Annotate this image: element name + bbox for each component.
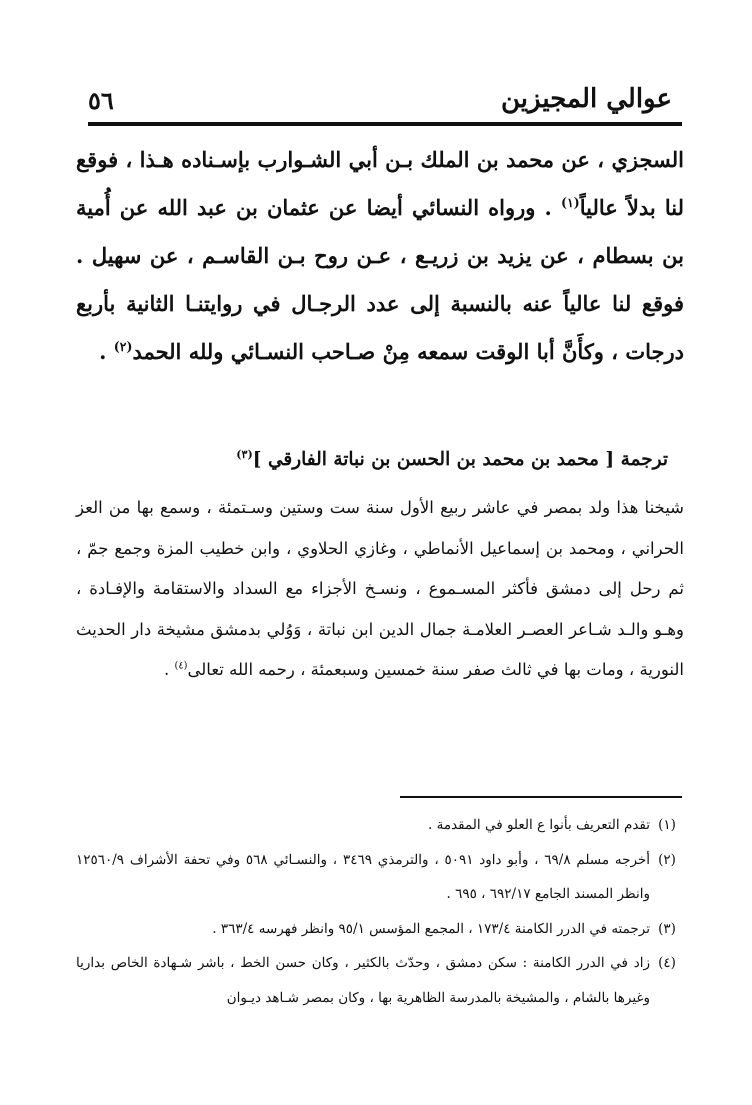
paragraph-text-end: .	[99, 339, 114, 364]
footnote-number: (١)	[658, 817, 676, 833]
footnote-text: تقدم التعريف بأنوا ع العلو في المقدمة .	[428, 817, 650, 833]
footnote-3	[76, 912, 684, 947]
footnote-text: زاد في الدرر الكامنة : سكن دمشق ، وحدّث بالكثير ، وكان حسن الخط ، باشر شـهادة الخاص بداريا وغيرها بالشام ، والمشيخة بالمدرسة الظاهرية بها ، وكان بمصر شـاهد ديـوان	[76, 955, 650, 1006]
biography-text: شيخنا هذا ولد بمصر في عاشر ربيع الأول سنة ست وستين وسـتمئة ، وسمع بها من العز الحراني ، ومحمد بن إسماعيل الأنماطي ، وغازي الحلاوي ، وابن خطيب المزة وجمع جمّ ، ثم رحل إلى دمشق فأكثر المسـموع ، ونسـخ الأجزاء مع السداد والاستقامة والإفـادة ، وهـو والـد شـاعر العصـر العلامـة جمال الدين ابن نباتة ، وَوُلي بدمشق مشيخة دار الحديث النورية ، ومات بها في ثالث صفر سنة خمسين وسبعمئة ، رحمه الله تعالى	[76, 498, 684, 679]
footnote-4	[76, 946, 684, 1015]
biography-paragraph	[76, 488, 684, 691]
footnote-text: أخرجه مسلم ٦٩/٨ ، وأبو داود ٥٠٩١ ، والترمذي ٣٤٦٩ ، والنسـائي ٥٦٨ وفي تحفة الأشراف ١٢٥٦٠/٩ وانظر المسند الجامع ٦٩٢/١٧ ، ٦٩٥ .	[76, 851, 650, 902]
footnote-separator	[400, 796, 682, 798]
paragraph-text: السجزي ، عن محمد بن الملك بـن أبي الشـوارب بإسـناده هـذا ، فوقع لنا بدلاً عالياً	[76, 147, 684, 220]
page-number: ٥٦	[88, 86, 114, 115]
footnote-number: (٤)	[658, 955, 676, 971]
biography-heading	[76, 442, 684, 478]
footnote-ref-2: (٢)	[113, 339, 133, 354]
biography-text-end: .	[163, 660, 175, 679]
footnote-ref-1: (١)	[561, 195, 580, 210]
main-paragraph	[76, 136, 684, 376]
page-header	[88, 86, 682, 124]
footnotes	[76, 808, 684, 1015]
footnote-ref-4: (٤)	[174, 660, 188, 672]
footnote-number: (٢)	[658, 851, 676, 868]
footnote-1	[76, 808, 684, 843]
running-title: عوالي المجيزين	[501, 84, 672, 114]
footnote-text: ترجمته في الدرر الكامنة ١٧٣/٤ ، المجمع المؤسس ٩٥/١ وانظر فهرسه ٣٦٣/٤ .	[212, 920, 650, 937]
footnote-2	[76, 843, 684, 912]
footnote-ref-3: (٣)	[236, 447, 253, 461]
header-rule	[88, 122, 682, 126]
footnote-number: (٣)	[658, 920, 676, 937]
biography-heading-text: ترجمة [ محمد بن محمد بن الحسن بن نباتة الفارقي ]	[252, 449, 668, 470]
paragraph-text-cont: . ورواه النسائي أيضا عن عثمان بن عبد الله عن أُمية بن بسطام ، عن يزيد بن زريـع ، عـن روح بـن القاسـم ، عن سهيل . فوقع لنا عالياً عنه بالنسبة إلى عدد الرجـال في روايتنـا الثانية بأربع درجات ، وكأَنَّ أبا الوقت سمعه مِنْ صـاحب النسـائي ولله الحمد	[76, 195, 684, 364]
